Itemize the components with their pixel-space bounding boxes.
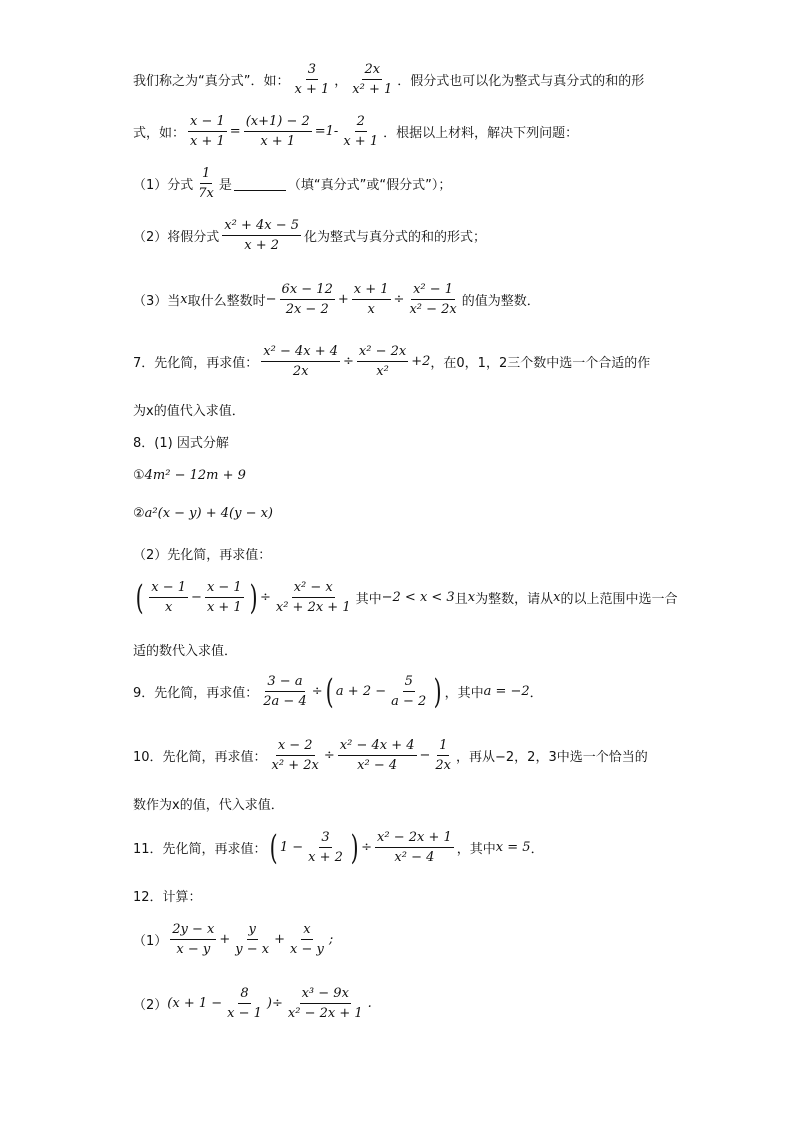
operator: − [419, 748, 431, 763]
fraction: $\frac{6x - 12}{2x - 2}$ [281, 282, 333, 317]
operator: + [219, 932, 231, 947]
q7-line-1 [133, 344, 650, 379]
variable: x [553, 590, 561, 605]
operator: + [337, 292, 349, 307]
operator: ÷ [271, 996, 283, 1011]
fraction: $\frac{2x}{\text{x² + 1}}$ [352, 62, 393, 97]
fraction: $\frac{x}{x - y}$ [290, 922, 324, 957]
text: 且 [454, 592, 468, 607]
text: 的以上范围中选一合 [560, 592, 678, 607]
fraction: $\frac{\text{x² − 1}}{\text{x² − 2x}}$ [409, 282, 457, 317]
intro-line-2 [133, 114, 578, 149]
intro-line-1 [133, 62, 644, 97]
text: 其中 [355, 592, 382, 607]
operator: ÷ [393, 292, 405, 307]
q9-line [133, 671, 543, 712]
fraction: $\frac{y}{y - x}$ [235, 922, 270, 957]
fraction: $\frac{x - 1}{x}$ [151, 580, 187, 615]
text: （2）将假分式 [133, 230, 220, 245]
question-label: 9．先化简，再求值： [133, 686, 259, 701]
text: ， [334, 74, 348, 89]
variable: x [467, 590, 476, 605]
paren-open: ( [325, 671, 334, 712]
text: 数作为x的值，代入求值． [133, 798, 284, 813]
q8-head [133, 432, 229, 451]
fraction: $\frac{(x+1) - 2}{x + 1}$ [245, 114, 310, 149]
expression: (x + 1 − [167, 996, 223, 1011]
expression: a + 2 − [335, 684, 387, 699]
expression: 1 − [279, 840, 304, 855]
fraction: $\frac{\text{x² − 4x + 4}}{\text{x² − 4}}$ [339, 738, 415, 773]
paren-open: ( [135, 577, 144, 618]
text: ． [529, 686, 543, 701]
answer-blank[interactable] [234, 176, 286, 191]
fraction: $\frac{1}{7x}$ [198, 166, 214, 201]
text: （2） [133, 998, 168, 1013]
fraction: $\frac{x + 1}{x}$ [353, 282, 389, 317]
term: +2 [411, 354, 431, 369]
text: ． [530, 842, 544, 857]
condition: −2 < x < 3 [381, 590, 455, 605]
fraction: $\frac{3 - a}{2a - 4}$ [263, 674, 307, 709]
fraction: $\frac{1}{2x}$ [435, 738, 452, 773]
operator: ÷ [361, 840, 373, 855]
text: ，其中 [444, 686, 484, 701]
fraction: $\frac{\text{x² − 4x + 4}}{2x}$ [263, 344, 339, 379]
operator: − [191, 590, 202, 605]
fraction: $\frac{\text{x² − 2x + 1}}{\text{x² − 4}}$ [377, 830, 452, 865]
fraction: $\frac{5}{a - 2}$ [391, 674, 427, 709]
text: 的值为整数． [461, 294, 540, 309]
operator: ÷ [343, 354, 354, 369]
text: 为x的值代入求值． [133, 404, 245, 419]
question-label: 10．先化简，再求值： [133, 750, 267, 765]
q8-part2-head [133, 544, 271, 563]
q6-part2 [133, 218, 486, 253]
text: （2）先化简，再求值： [133, 548, 272, 563]
q12-part1 [133, 922, 333, 957]
text: 取什么整数时 [187, 294, 266, 309]
q8-item2 [133, 506, 273, 521]
q10-line-2 [133, 794, 284, 813]
fraction: $\frac{\text{x² + 4x − 5}}{x + 2}$ [224, 218, 300, 253]
paren-close: ) [433, 671, 442, 712]
expression: 4m² − 12m + 9 [144, 468, 246, 483]
q12-part2 [133, 986, 372, 1021]
condition: a = −2 [483, 684, 530, 699]
circled-number: ① [133, 468, 145, 483]
operator: − [265, 292, 277, 307]
text: 化为整式与真分式的和的形式； [304, 230, 487, 245]
operator: ÷ [311, 684, 323, 699]
variable: x [180, 292, 188, 307]
text: ，在0，1，2三个数中选一个合适的作 [430, 356, 651, 371]
text: （1） [133, 934, 168, 949]
fraction: $\frac{\text{x³ − 9x}}{\text{x² − 2x + 1}}$ [287, 986, 363, 1021]
text: 为整数，请从 [475, 592, 554, 607]
q11-line [133, 827, 544, 868]
fraction: $\frac{\text{x² − 2x}}{\text{x²}}$ [358, 344, 407, 379]
q6-part1 [133, 166, 451, 201]
fraction: $\frac{3}{x + 2}$ [308, 830, 343, 865]
operator: ÷ [259, 590, 271, 605]
text: 我们称之为“真分式”．如： [133, 74, 290, 89]
equals: =1- [314, 124, 339, 139]
text: 式，如： [133, 126, 186, 141]
fraction: $\frac{x - 1}{x + 1}$ [190, 114, 225, 149]
q8-item1 [133, 468, 246, 483]
fraction: $\frac{2}{x + 1}$ [343, 114, 379, 149]
text: （1）分式 [133, 178, 194, 193]
paren-close: ) [249, 577, 258, 618]
fraction: $\frac{3}{x + 1}$ [294, 62, 330, 97]
paren-close: ) [350, 827, 359, 868]
text: ，再从−2，2，3中选一个恰当的 [456, 750, 648, 765]
q10-line-1 [133, 738, 648, 773]
paren-close: ) [266, 996, 272, 1011]
operator: + [274, 932, 286, 947]
question-label: 7．先化简，再求值： [133, 356, 259, 371]
q12-head [133, 886, 202, 905]
text: . [367, 996, 372, 1011]
text: （3）当 [133, 294, 181, 309]
operator: ÷ [323, 748, 335, 763]
fraction: $\frac{\text{x² − x}}{\text{x² + 2x + 1}}$ [275, 580, 351, 615]
text: ，其中 [456, 842, 496, 857]
question-label: 12．计算： [133, 890, 202, 905]
fraction: $\frac{x - 1}{x + 1}$ [206, 580, 242, 615]
equals: = [229, 124, 241, 139]
circled-number: ② [133, 506, 145, 521]
fraction: $\frac{2y - x}{x - y}$ [172, 922, 215, 957]
expression: a²(x − y) + 4(y − x) [144, 506, 273, 521]
question-label: 11．先化简，再求值： [133, 842, 267, 857]
text: 适的数代入求值． [133, 644, 238, 659]
fraction: $\frac{x - 2}{\text{x² + 2x}}$ [271, 738, 319, 773]
text: 是 [218, 178, 232, 193]
q8-tail [133, 640, 237, 659]
q6-part3 [133, 282, 540, 317]
question-label: 8．(1) 因式分解 [133, 436, 229, 451]
q7-line-2 [133, 400, 245, 419]
text: ．根据以上材料，解决下列问题： [383, 126, 579, 141]
text: ; [328, 932, 334, 947]
text: （填“真分式”或“假分式”）； [287, 178, 452, 193]
fraction: $\frac{8}{x - 1}$ [227, 986, 262, 1021]
q8-part2-expr [133, 577, 678, 618]
text: ．假分式也可以化为整式与真分式的和的形 [397, 74, 645, 89]
condition: x = 5 [495, 840, 531, 855]
paren-open: ( [269, 827, 278, 868]
